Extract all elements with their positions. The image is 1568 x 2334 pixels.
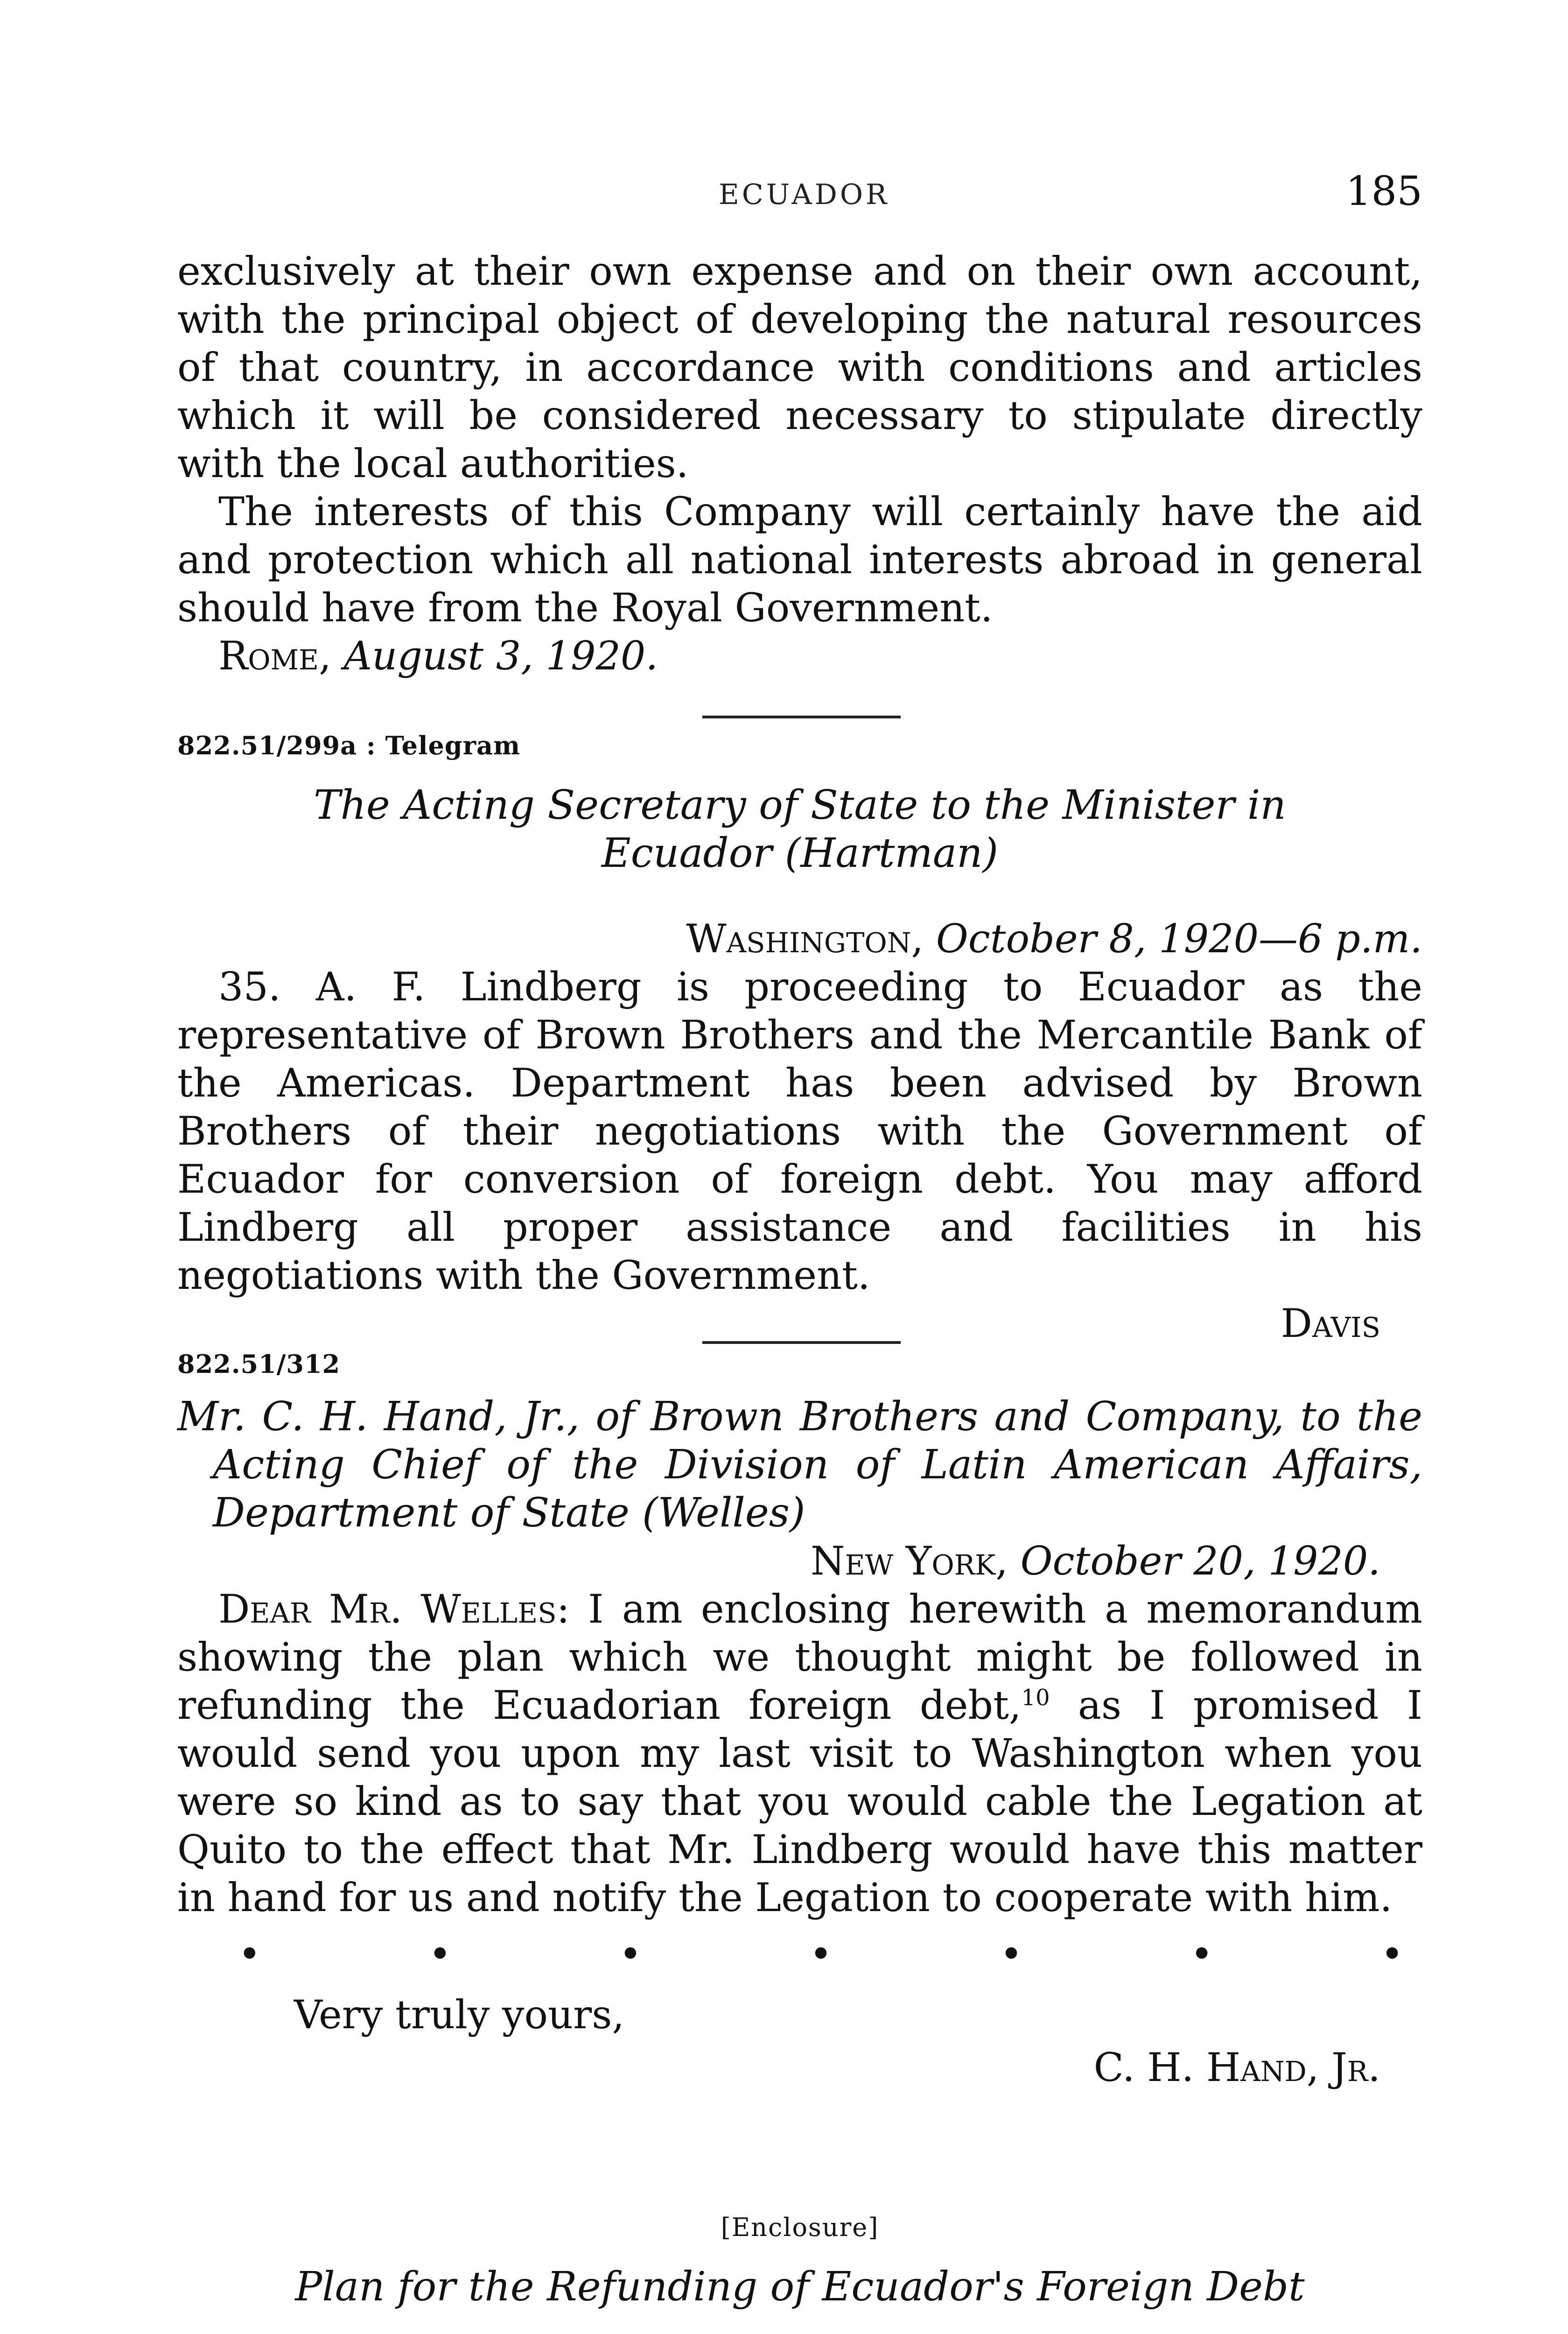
- ellipsis-dot: •: [619, 1931, 642, 1977]
- file-reference: 822.51/299a : Telegram: [177, 731, 521, 760]
- ellipsis-dot: •: [809, 1931, 833, 1977]
- page-number: 185: [1345, 168, 1422, 215]
- continuation-section: [177, 247, 1422, 680]
- dateline-place: Rome,: [218, 633, 331, 679]
- document-telegram: [177, 731, 1422, 1348]
- document-heading: The Acting Secretary of State to the Minister in Ecuador (Hartman): [314, 782, 1286, 877]
- dateline-date: October 20, 1920.: [1020, 1538, 1380, 1584]
- dateline-place: New York,: [811, 1538, 1008, 1584]
- letter-body-part-2: as I promised I would send you upon my last visit to Washington when you were so kind as to say that you would cable the Legation at Quito to the effect that Mr. Lindberg would have this matter in hand for us and notify the Legation to cooperate with him.: [177, 1682, 1422, 1920]
- ellipsis-dot: •: [428, 1931, 452, 1977]
- document-body: 35. A. F. Lindberg is proceeding to Ecuador as the representative of Brown Brothers and the Mercantile Bank of the Americas. Department has been advised by Brown Brothers of their negotiations with the Government of Ecuador for conversion of foreign debt. You may afford Lindberg all proper assistance and facilities in his negotiations with the Government.: [177, 964, 1422, 1298]
- ellipsis-dot: •: [1380, 1931, 1404, 1977]
- ellipsis-dot: •: [1190, 1931, 1213, 1977]
- signature-name: C. H. Hand, Jr.: [1093, 2045, 1380, 2090]
- dateline-date: October 8, 1920—6 p.m.: [936, 916, 1422, 962]
- running-head: [0, 168, 1568, 215]
- section-divider-1: [702, 716, 901, 718]
- letter-body: [177, 1585, 1422, 1922]
- continuation-paragraph-2: The interests of this Company will certainly have the aid and protection which all national interests abroad in general should have from the Royal Government.: [177, 489, 1422, 631]
- running-title: ECUADOR: [719, 178, 890, 211]
- enclosure-section: [177, 2213, 1422, 2334]
- continuation-paragraph-1: exclusively at their own expense and on their own account, with the principal object of developing the natural resources of that country, in accordance with conditions and articles which it will be considered necessary to stipulate directly with the local authorities.: [177, 248, 1422, 486]
- salutation: Dear Mr. Welles:: [218, 1586, 570, 1632]
- section-divider-2: [702, 1341, 901, 1344]
- dateline-place: Washington,: [686, 916, 924, 962]
- continuation-dateline: [177, 632, 1422, 680]
- document-heading: Mr. C. H. Hand, Jr., of Brown Brothers and Company, to the Acting Chief of the Division of Latin American Affairs, Department of State (Welles): [177, 1393, 1422, 1536]
- footnote-reference: 10: [1021, 1685, 1050, 1711]
- file-reference: 822.51/312: [177, 1349, 341, 1379]
- document-dateline: [177, 1537, 1422, 1585]
- enclosure-label: [Enclosure]: [721, 2213, 879, 2242]
- document-dateline: [177, 915, 1422, 963]
- letter-closing: Very truly yours,: [294, 1992, 625, 2038]
- ellipsis-dot: •: [1000, 1931, 1023, 1977]
- document-letter: [177, 1349, 1422, 2092]
- letter-body-part-1: I am enclosing herewith a memorandum showing the plan which we thought might be followed in refunding the Ecuadorian foreign debt,: [177, 1586, 1422, 1728]
- omission-ellipsis: [177, 1931, 1422, 1977]
- ellipsis-dot: •: [238, 1931, 261, 1977]
- enclosure-heading: Plan for the Refunding of Ecuador's Foreign Debt: [295, 2264, 1305, 2310]
- dateline-date: August 3, 1920.: [343, 633, 658, 679]
- letter-signature: [177, 2044, 1422, 2092]
- document-signature: Davis: [1281, 1301, 1380, 1346]
